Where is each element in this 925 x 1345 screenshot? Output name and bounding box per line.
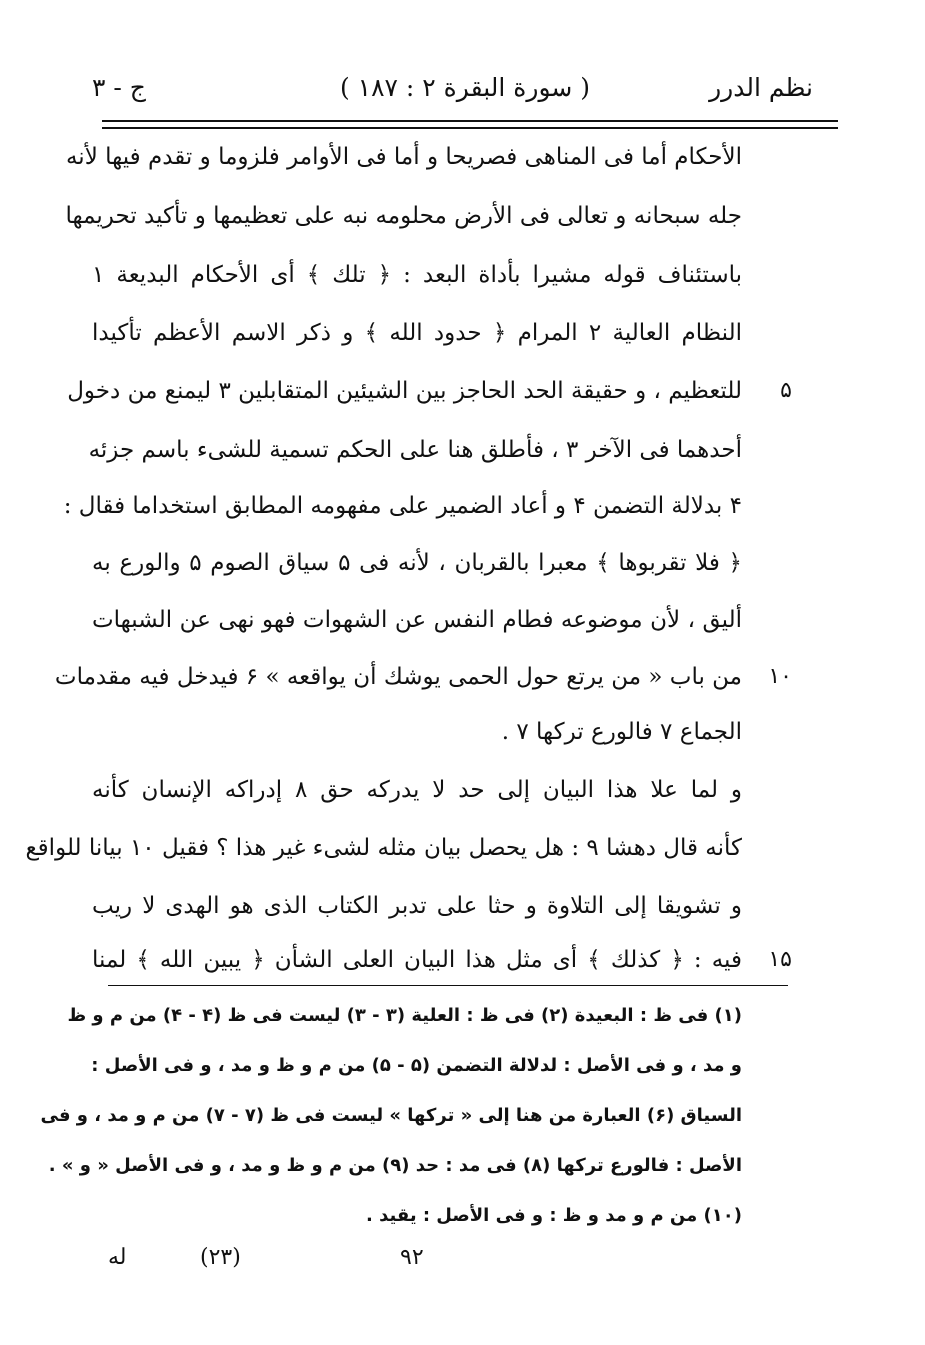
text-line: أحدهما فى الآخر ۳ ، فأطلق هنا على الحكم تسمية للشىء باسم جزئه — [88, 437, 742, 463]
page-number: ۹۲ — [400, 1245, 424, 1270]
text-line: ﴿ فلا تقربوها ﴾ معبرا بالقربان ، لأنه فى ۵ سياق الصوم ۵ والورع به — [92, 550, 742, 576]
text-line: النظام العالية ۲ المرام ﴿ حدود الله ﴾ و ذكر الاسم الأعظم تأكيدا — [92, 320, 743, 346]
book-title: نظم الدرر — [709, 73, 813, 102]
line-number: ۵ — [780, 378, 792, 403]
text-line: الأحكام أما فى المناهى فصريحا و أما فى الأوامر فلزوما و تقدم فيها لأنه — [65, 144, 742, 170]
text-line: الجماع ۷ فالورع تركها ۷ . — [501, 719, 742, 745]
signature-number: (۲۳) — [200, 1245, 241, 1270]
text-line: أليق ، لأن موضوعه فطام النفس عن الشهوات فهو نهى عن الشبهات — [92, 607, 742, 633]
text-line: فيه : ﴿ كذلك ﴾ أى مثل هذا البيان العلى الشأن ﴿ يبين الله ﴾ لمنا — [92, 947, 742, 973]
text-line: ۴ بدلالة التضمن ۴ و أعاد الضمير على مفهومه المطابق استخداما فقال : — [63, 493, 742, 519]
line-number: ۱۰ — [768, 664, 792, 689]
line-number: ۱۵ — [768, 947, 792, 972]
volume-label: ج - ۳ — [92, 73, 146, 102]
footnote-line: (۱) فى ظ : البعيدة (۲) فى ظ : العلية (۳ - ۳) ليست فى ظ (۴ - ۴) من م و ظ — [67, 1005, 742, 1026]
text-line: للتعظيم ، و حقيقة الحد الحاجز بين الشيئين المتقابلين ۳ ليمنع من دخول — [67, 378, 742, 404]
text-line: و تشويقا إلى التلاوة و حثا على تدبر الكتاب الذى هو الهدى لا ريب — [92, 893, 742, 919]
surah-reference: ( سورة البقرة ۲ : ۱۸۷ ) — [339, 73, 591, 102]
header-rule-top — [102, 120, 838, 122]
signature-mark: له — [108, 1245, 127, 1270]
text-line: جله سبحانه و تعالى فى الأرض محلومه نبه على تعظيمها و تأكيد تحريمها — [65, 203, 742, 229]
text-line: كأنه قال دهشا ۹ : هل يحصل بيان مثله لشىء غير هذا ؟ فقيل ۱۰ بيانا للواقع — [25, 835, 742, 861]
footnote-line: و مد ، و فى الأصل : لدلالة التضمن (۵ - ۵) من م و ظ و مد ، و فى الأصل : — [91, 1055, 742, 1076]
text-line: من باب « من يرتع حول الحمى يوشك أن يواقعه » ۶ فيدخل فيه مقدمات — [54, 664, 742, 690]
text-line: و لما علا هذا البيان إلى حد لا يدركه حق ۸ إدراكه الإنسان كأنه — [92, 777, 743, 803]
footnote-line: (۱۰) من م و مد و ظ : و فى الأصل : يقيد . — [366, 1205, 742, 1226]
header-rule-bottom — [102, 127, 838, 129]
text-line: باستئناف قوله مشيرا بأداة البعد : ﴿ تلك ﴾ أى الأحكام البديعة ۱ — [92, 262, 742, 288]
footnote-separator — [108, 985, 788, 986]
footnote-line: الأصل : فالورع تركها (۸) فى مد : حد (۹) من م و ظ و مد ، و فى الأصل « و » . — [48, 1155, 742, 1176]
footnote-line: السياق (۶) العبارة من هنا إلى « تركها » ليست فى ظ (۷ - ۷) من م و مد ، و فى — [40, 1105, 742, 1126]
